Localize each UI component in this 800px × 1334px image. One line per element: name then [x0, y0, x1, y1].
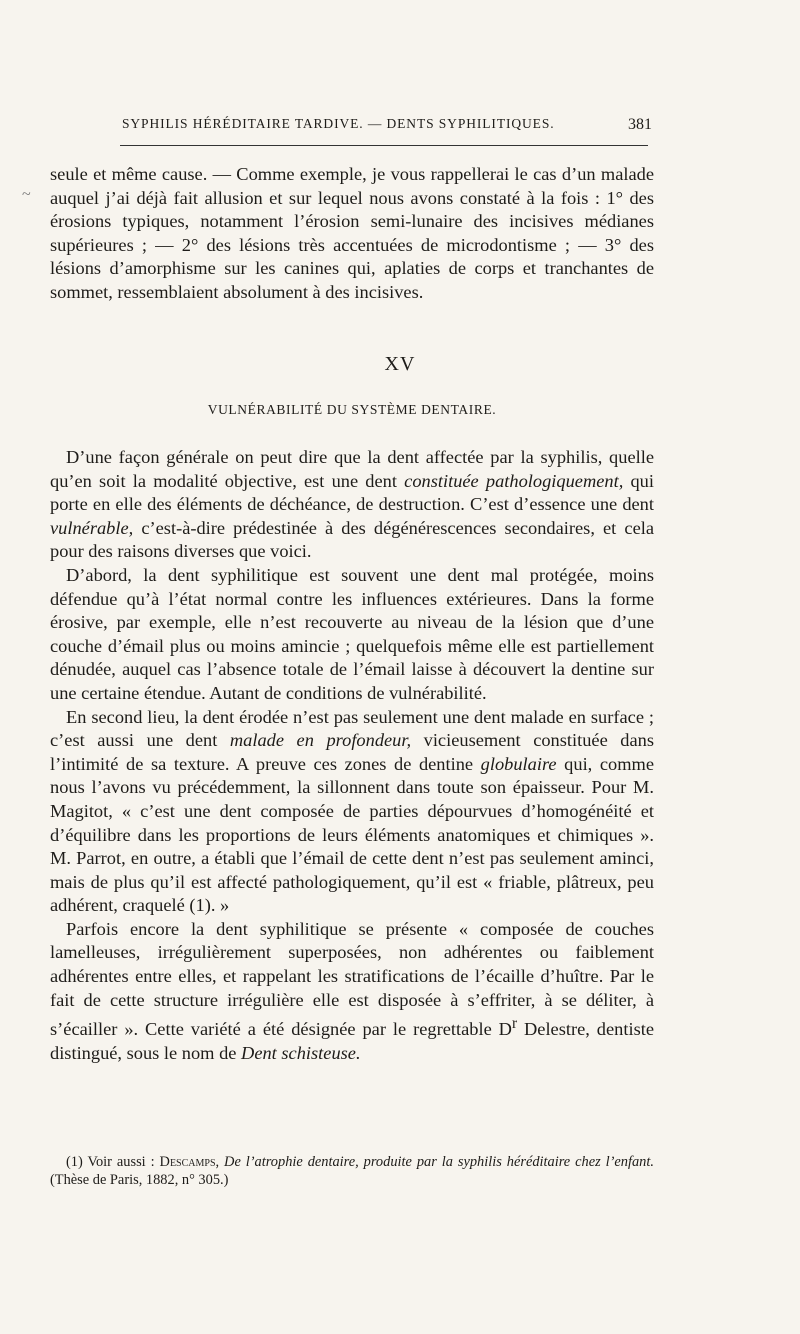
p3-text-e: qui, comme nous l’avons vu précédemment, la sillonnent dans toute son épaisseur. Pour M. Magitot, « c’est une dent composée de parties dépourvues d’homogénéité et d’équilibre dans les proportions de leurs éléments anatomiques et chimiques ». M. Parrot, en outre, a établi que l’émail de cette dent n’est pas seulement aminci, mais de plus qu’il est affecté pathologiquement, qu’il est « friable, plâtreux, peu adhérent, craquelé (1). » — [50, 753, 654, 916]
paragraph-2: D’abord, la dent syphilitique est souvent une dent mal protégée, moins défendue qu’à l’état normal contre les influences extérieures. Dans la forme érosive, par exemple, elle n’est recouverte au niveau de la lésion que d’une couche d’émail plus ou moins amincie ; quelquefois même elle est partiellement dénudée, auquel cas l’absence totale de l’émail laisse à découvert la dentine sur une certaine étendue. Autant de conditions de vulnérabilité. — [50, 564, 654, 703]
chapter-title: VULNÉRABILITÉ DU SYSTÈME DENTAIRE. — [207, 402, 497, 417]
p4-italic-c: Dent schisteuse. — [241, 1042, 361, 1063]
p3-italic-b: malade en profondeur, — [229, 730, 412, 751]
footnote-author: Descamps — [159, 1154, 216, 1170]
chapter-body — [50, 446, 654, 1066]
p4-superscript: r — [511, 1015, 518, 1033]
page-number: 381 — [628, 116, 652, 133]
footnote — [50, 1153, 654, 1189]
p1-italic-b: constituée pathologiquement, — [404, 470, 624, 491]
p4-text-a: Parfois encore la dent syphilitique se présente « composée de couches lamelleuses, irrégulièrement superposées, non adhérentes ou faiblement adhérentes entre elles, et rappelant les stratifications de l’écaille d’huître. Par le fait de cette structure irrégulière elle est disposée à s’effriter, à se déliter, à s’écailler ». Cette variété a été désignée par le regrettable D — [50, 918, 654, 1040]
p1-italic-d: vulnérable, — [50, 517, 134, 538]
p3-italic-d: globulaire — [480, 753, 557, 774]
p3-text-c: vicieusement constituée dans l’intimité de sa texture. A preuve ces zones de dentine — [50, 730, 655, 774]
p1-text-e: c’est-à-dire prédestinée à des dégénérescences secondaires, et cela pour des raisons diverses que voici. — [50, 517, 654, 562]
header-rule — [120, 145, 648, 146]
footnote-marker: (1) Voir aussi : — [66, 1154, 160, 1170]
paragraph-continuation: seule et même cause. — Comme exemple, je vous rappellerai le cas d’un malade auquel j’ai déjà fait allusion et sur lequel nous avons constaté à la fois : 1° des érosions typiques, notamment l’érosion semi-lunaire des incisives médianes supérieures ; — 2° des lésions très accentuées de microdontisme ; — 3° des lésions d’amorphisme sur les canines qui, aplaties de corps et tranchantes de sommet, ressemblaient absolument à des incisives. — [50, 164, 654, 302]
footnote-text — [50, 1153, 654, 1189]
paragraph-3 — [50, 706, 654, 918]
p1-text-a: D’une façon générale on peut dire que la dent affectée par la syphilis, quelle qu’en soit la modalité objective, est une dent — [50, 447, 654, 491]
p4-text-b: Delestre, dentiste distingué, sous le nom de — [50, 1019, 654, 1063]
chapter-number: XV — [384, 353, 416, 375]
p3-text-a: En second lieu, la dent érodée n’est pas seulement une dent malade en surface ; c’est aussi une dent — [50, 706, 654, 751]
footnote-title: De l’atrophie dentaire, produite par la syphilis héréditaire chez l’enfant. — [224, 1154, 654, 1170]
running-head — [122, 116, 652, 132]
opening-text — [50, 163, 654, 305]
paragraph-1 — [50, 446, 654, 564]
p1-text-c: qui porte en elle des éléments de déchéance, de destruction. C’est d’essence une dent — [50, 470, 654, 515]
paragraph-4 — [50, 918, 654, 1066]
footnote-separator: , — [215, 1154, 225, 1170]
footnote-rest: (Thèse de Paris, 1882, n° 305.) — [50, 1172, 229, 1188]
running-title: SYPHILIS HÉRÉDITAIRE TARDIVE. — DENTS SYPHILITIQUES. — [122, 116, 555, 131]
margin-mark: ~ — [22, 186, 31, 203]
